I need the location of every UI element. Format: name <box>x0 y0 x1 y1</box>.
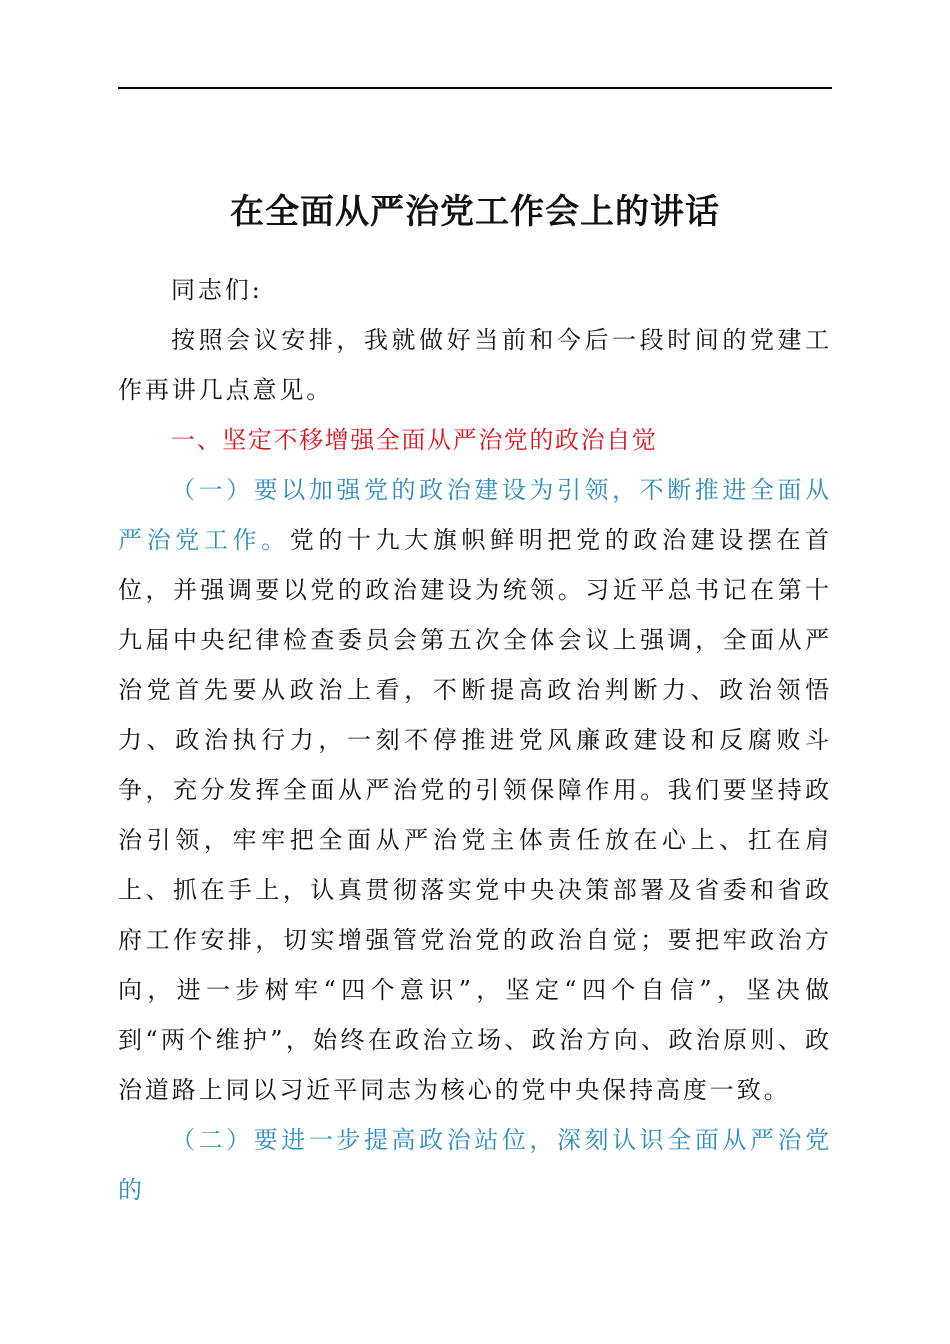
subsection-1-heading: （一）要以加强党的政治建设为引领，不断推进全面从严治党工作。 <box>118 476 832 554</box>
document-title: 在全面从严治党工作会上的讲话 <box>230 192 720 232</box>
intro-paragraph: 按照会议安排，我就做好当前和今后一段时间的党建工作再讲几点意见。 <box>118 326 832 404</box>
subsection-1-body: 党的十九大旗帜鲜明把党的政治建设摆在首位，并强调要以党的政治建设为统领。习近平总书记在第十九届中央纪律检查委员会第五次全体会议上强调，全面从严治党首先要从政治上看，不断提高政治判断力、政治领悟力、政治执行力，一刻不停推进党风廉政建设和反腐败斗争，充分发挥全面从严治党的引领保障作用。我们要坚持政治引领，牢牢把全面从严治党主体责任放在心上、扛在肩上、抓在手上，认真贯彻落实党中央决策部署及省委和省政府工作安排，切实增强管党治党的政治自觉；要把牢政治方向，进一步树牢“四个意识”，坚定“四个自信”，坚决做到“两个维护”，始终在政治立场、政治方向、政治原则、政治道路上同以习近平同志为核心的党中央保持高度一致。 <box>118 526 832 1104</box>
subsection-2-paragraph <box>118 1115 832 1215</box>
document-body <box>118 265 832 1215</box>
header-rule <box>118 87 832 89</box>
salutation: 同志们: <box>171 276 263 304</box>
section-1-heading: 一、坚定不移增强全面从严治党的政治自觉 <box>171 426 658 454</box>
subsection-2-heading: （二）要进一步提高政治站位，深刻认识全面从严治党的 <box>118 1126 832 1204</box>
subsection-1-paragraph <box>118 465 832 1115</box>
